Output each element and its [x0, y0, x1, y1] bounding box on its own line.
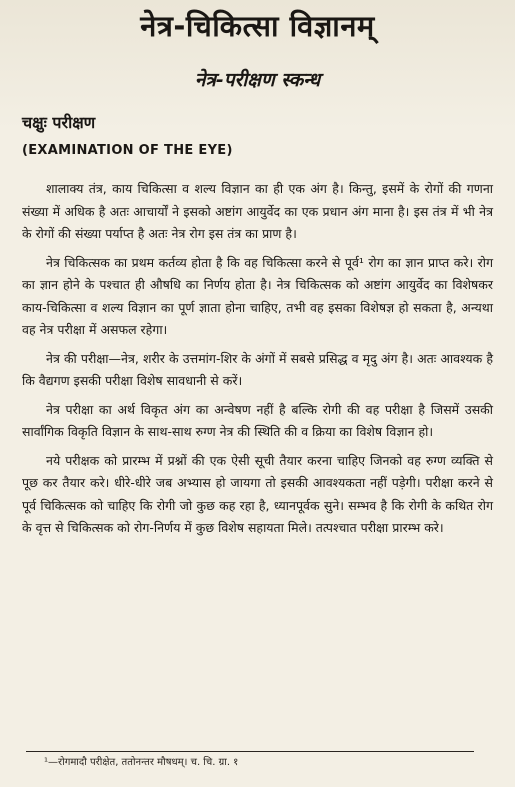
chapter-subtitle: नेत्र-परीक्षण स्कन्ध: [194, 69, 321, 91]
paragraph-5: नये परीक्षक को प्रारम्भ में प्रश्नों की एक ऐसी सूची तैयार करना चाहिए जिनको वह रुग्ण व्यक्ति से पूछ कर तैयार करे। धीरे-धीरे जब अभ्यास हो जायगा तो इसकी आवश्यकता नहीं पड़ेगी। परीक्षा करने से पूर्व चिकित्सक को चाहिए कि रोगी जो कुछ कह रहा है, ध्यानपूर्वक सुने। सम्भव है कि रोगी के कथित रोग के वृत्त से चिकित्सक को रोग-निर्णय में कुछ विशेष सहायता मिले। तत्पश्चात परीक्षा प्रारम्भ करे।: [22, 452, 493, 535]
footnote: ¹—रोगमादौ परीक्षेत, ततोनन्तर मौषधम्। च. चि. ग्रा. १: [44, 757, 239, 768]
section-heading-english: (EXAMINATION OF THE EYE): [22, 143, 233, 158]
paragraph-1: शालाक्य तंत्र, काय चिकित्सा व शल्य विज्ञान का ही एक अंग है। किन्तु, इसमें के रोगों की गणना संख्या में अधिक है अतः आचार्यों ने इसको अष्टांग आयुर्वेद का एक प्रधान अंग माना है। इस तंत्र में भी नेत्र के रोगों की संख्या पर्याप्त है अतः नेत्र रोग इस तंत्र का प्राण है।: [22, 181, 493, 241]
section-heading-hindi: चक्षुः परीक्षण: [22, 113, 96, 132]
page-title: नेत्र-चिकित्सा विज्ञानम्: [140, 9, 375, 43]
paragraph-3: नेत्र की परीक्षा—नेत्र, शरीर के उत्तमांग-शिर के अंगों में सबसे प्रसिद्ध व मृदु अंग है। अतः आवश्यक है कि वैद्यगण इसकी परीक्षा विशेष सावधानी से करें।: [22, 350, 493, 388]
paragraph-2: नेत्र चिकित्सक का प्रथम कर्तव्य होता है कि वह चिकित्सा करने से पूर्व¹ रोग का ज्ञान प्राप्त करे। रोग का ज्ञान होने के पश्चात ही औषधि का निर्णय होता है। नेत्र चिकित्सक को अष्टांग आयुर्वेद का विशेषकर काय-चिकित्सा व शल्य विज्ञान का पूर्ण ज्ञाता होना चाहिए, तभी वह इसका विशेषज्ञ हो सकता है, अन्यथा वह नेत्र परीक्षा में असफल रहेगा।: [22, 254, 493, 337]
body-text: [22, 178, 493, 540]
paragraph-4: नेत्र परीक्षा का अर्थ विकृत अंग का अन्वेषण नहीं है बल्कि रोगी की वह परीक्षा है जिसमें उसकी सार्वांगिक विकृति विज्ञान के साथ-साथ रुग्ण नेत्र की स्थिति की व क्रिया का विशेष विज्ञान हो।: [22, 401, 493, 439]
footnote-divider: [26, 751, 474, 752]
